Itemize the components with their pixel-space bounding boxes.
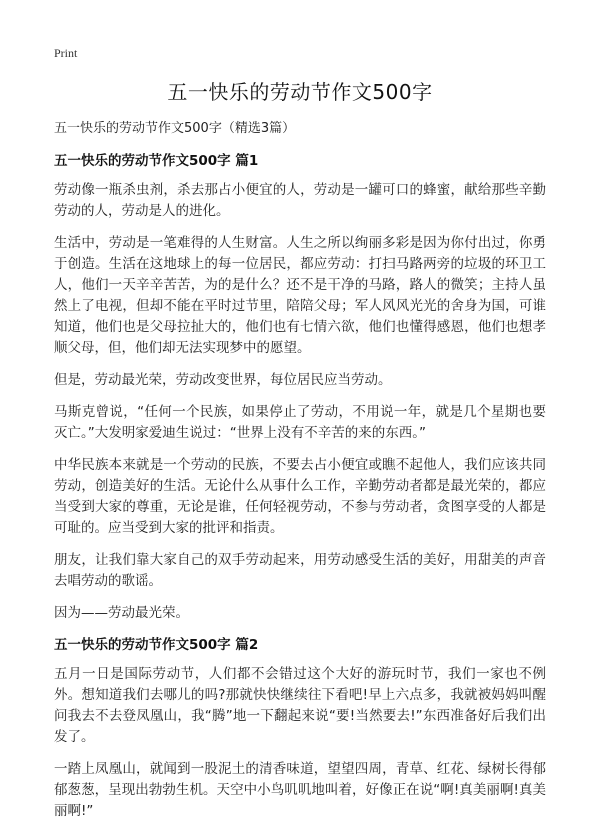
document-body: [54, 119, 546, 833]
paragraph: 劳动像一瓶杀虫剂，杀去那占小便宜的人，劳动是一罐可口的蜂蜜，献给那些辛勤劳动的人，劳动是人的进化。: [54, 182, 546, 219]
section-heading-2: 五一快乐的劳动节作文500字 篇2: [54, 637, 259, 653]
paragraph: 生活中，劳动是一笔难得的人生财富。人生之所以绚丽多彩是因为你付出过，你勇于创造。生活在这地球上的每一位居民，都应劳动：打扫马路两旁的垃圾的环卫工人，他们一天辛辛苦苦，为的是什么？还不是干净的马路，路人的微笑；主持人虽然上了电视，但却不能在平时过节里，陪陪父母；军人风风光光的舍身为国，可谁知道，他们也是父母拉扯大的，他们也有七情六欲，他们也懂得感恩，他们也想孝顺父母，但，他们却无法实现梦中的愿望。: [54, 235, 546, 356]
paragraph: 因为——劳动最光荣。: [54, 605, 189, 621]
paragraph: 五月一日是国际劳动节，人们都不会错过这个大好的游玩时节，我们一家也不例外。想知道我们去哪儿的吗?那就快快继续往下看吧!早上六点多，我就被妈妈叫醒问我去不去登凤凰山，我“腾”地一下翻起来说“要!当然要去!”东西准备好后我们出发了。: [54, 666, 546, 745]
document-subtitle: 五一快乐的劳动节作文500字（精选3篇）: [54, 121, 296, 136]
paragraph: 中华民族本来就是一个劳动的民族，不要去占小便宜或瞧不起他人，我们应该共同劳动，创造美好的生活。无论什么从事什么工作，辛勤劳动者都是最光荣的，都应当受到大家的尊重，无论是谁，任何轻视劳动，不参与劳动者，贪图享受的人都是可耻的。应当受到大家的批评和指责。: [54, 457, 546, 536]
paragraph: 一踏上凤凰山，就闻到一股泥土的清香味道，望望四周，青草、红花、绿树长得郁郁葱葱，呈现出勃勃生机。天空中小鸟叽叽地叫着，好像正在说“啊!真美丽啊!真美丽啊!”: [54, 761, 546, 819]
paragraph: 马斯克曾说，“任何一个民族，如果停止了劳动，不用说一年，就是几个星期也要灭亡。”大发明家爱迪生说过：“世界上没有不辛苦的来的东西。”: [54, 404, 546, 441]
paragraph: 但是，劳动最光荣，劳动改变世界，每位居民应当劳动。: [54, 372, 392, 388]
document-title: 五一快乐的劳动节作文500字: [167, 80, 433, 104]
section-heading-1: 五一快乐的劳动节作文500字 篇1: [54, 153, 259, 169]
print-label[interactable]: Print: [54, 46, 78, 60]
paragraph: 朋友，让我们靠大家自己的双手劳动起来，用劳动感受生活的美好，用甜美的声音去唱劳动的歌谣。: [54, 552, 546, 589]
